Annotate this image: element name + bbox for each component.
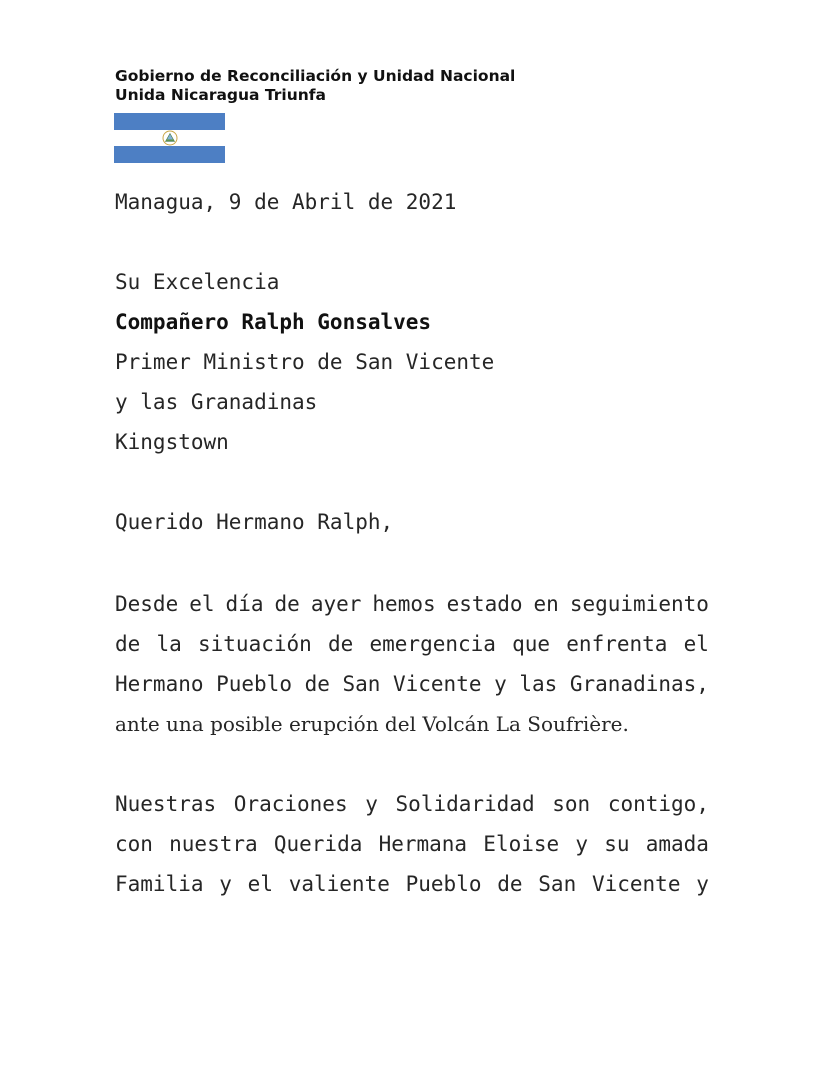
paragraph-word: ayer — [310, 592, 362, 616]
paragraph-line — [115, 864, 709, 904]
paragraph-word: enfrenta — [566, 632, 668, 656]
paragraph-word: de — [115, 632, 141, 656]
paragraph-word: Desde — [115, 592, 179, 616]
paragraph-word: amada — [645, 832, 709, 856]
paragraph-word: las — [519, 672, 558, 696]
paragraph-word: San — [538, 872, 577, 896]
paragraph-emergency — [115, 584, 709, 744]
paragraph-word: hemos — [372, 592, 436, 616]
paragraph-word: son — [552, 792, 591, 816]
paragraph-word: de — [328, 632, 354, 656]
paragraph-word: emergencia — [369, 632, 496, 656]
paragraph-word: Vicente — [392, 672, 482, 696]
paragraph-word: Eloise — [483, 832, 560, 856]
paragraph-word: Nuestras — [115, 792, 217, 816]
paragraph-word: y — [494, 672, 507, 696]
paragraph-word: Hermana — [378, 832, 468, 856]
paragraph-word: Oraciones — [233, 792, 348, 816]
nicaragua-flag-icon — [114, 113, 225, 163]
paragraph-word: Granadinas, — [569, 672, 709, 696]
paragraph-word: Pueblo — [405, 872, 482, 896]
paragraph-word: el — [683, 632, 709, 656]
letter-greeting: Querido Hermano Ralph, — [115, 510, 394, 534]
paragraph-line — [115, 824, 709, 864]
paragraph-line — [115, 624, 709, 664]
paragraph-word: con — [115, 832, 153, 856]
paragraph-word: el — [189, 592, 215, 616]
paragraph-word: situación — [198, 632, 312, 656]
paragraph-word: de — [304, 672, 330, 696]
paragraph-line — [115, 704, 709, 744]
paragraph-word: estado — [446, 592, 523, 616]
paragraph-line — [115, 784, 709, 824]
paragraph-line — [115, 584, 709, 624]
paragraph-word: Vicente — [591, 872, 681, 896]
paragraph-word: contigo, — [607, 792, 709, 816]
flag-stripe-top — [114, 113, 225, 130]
paragraph-word: que — [512, 632, 551, 656]
paragraph-word: y — [365, 792, 378, 816]
coat-of-arms-icon — [162, 130, 178, 146]
paragraph-word: la — [156, 632, 182, 656]
recipient-title: Su Excelencia — [115, 270, 280, 294]
paragraph-word: de — [274, 592, 300, 616]
paragraph-word: nuestra — [169, 832, 258, 856]
paragraph-word: seguimiento — [569, 592, 709, 616]
recipient-role-line2: y las Granadinas — [115, 390, 318, 414]
paragraph-word: día — [225, 592, 264, 616]
paragraph-word: de — [497, 872, 523, 896]
flag-stripe-bottom — [114, 146, 225, 163]
paragraph-word: y — [575, 832, 589, 856]
paragraph-solidarity — [115, 784, 709, 904]
paragraph-word: Familia — [115, 872, 204, 896]
paragraph-line — [115, 664, 709, 704]
paragraph-word: ante una posible erupción del Volcán La Soufrière. — [115, 712, 629, 736]
paragraph-word: Solidaridad — [395, 792, 535, 816]
paragraph-word: y — [219, 872, 232, 896]
paragraph-word: San — [342, 672, 381, 696]
paragraph-word: en — [533, 592, 559, 616]
paragraph-word: el — [247, 872, 273, 896]
letterhead — [115, 67, 515, 105]
paragraph-word: y — [696, 872, 709, 896]
paragraph-word: Hermano — [115, 672, 204, 696]
paragraph-word: Querida — [273, 832, 363, 856]
recipient-role-line1: Primer Ministro de San Vicente — [115, 350, 495, 374]
recipient-city: Kingstown — [115, 430, 229, 454]
paragraph-word: Pueblo — [216, 672, 292, 696]
recipient-name: Compañero Ralph Gonsalves — [115, 310, 432, 334]
paragraph-word: valiente — [288, 872, 390, 896]
paragraph-word: su — [604, 832, 630, 856]
letter-date: Managua, 9 de Abril de 2021 — [115, 190, 457, 214]
letterhead-government-line: Gobierno de Reconciliación y Unidad Nacional — [115, 67, 516, 85]
letterhead-motto-line: Unida Nicaragua Triunfa — [115, 86, 327, 104]
